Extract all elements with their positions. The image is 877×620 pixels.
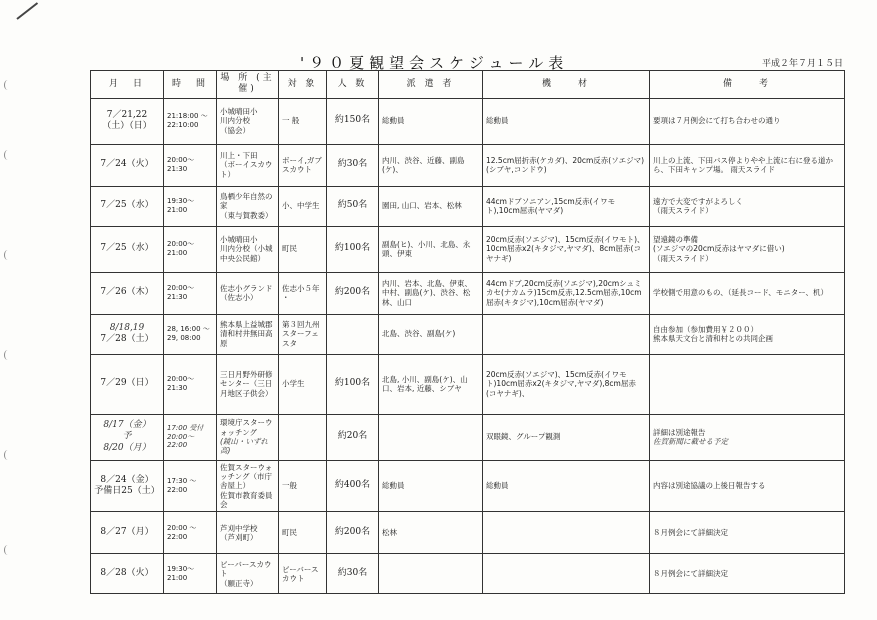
row-staff: 総動員 [379,98,483,144]
row-date: 8／24（金） 予備日25（土） [91,460,164,512]
row-time: 20:00〜21:00 [164,226,217,272]
handwritten-place-note: (鏡山・いずれ高) [220,437,268,456]
row-target: 佐志小５年 ・ [279,272,327,314]
row-notes: 要項は７月例会にて打ち合わせの通り [650,98,845,144]
table-row [91,554,845,594]
document-title: '９０夏観望会スケジュール表 [300,54,569,72]
row-staff: 副島(ヒ)、小川、北島、永頭、伊東 [379,226,483,272]
row-date: 7／25（水） [91,226,164,272]
row-time [164,414,217,460]
row-target: 第３回九州スターフェスタ [279,314,327,354]
row-target: 町民 [279,226,327,272]
issued-date: 平成２年７月１５日 [761,59,843,69]
row-place: 川上・下田 （ボーイスカウト） [217,144,279,186]
row-equipment [483,512,650,554]
row-target: ボーイ,ガブ スカウト [279,144,327,186]
row-time: 20:00〜21:30 [164,144,217,186]
row-target: 小、中学生 [279,186,327,226]
row-date [91,314,164,354]
row-date: 7／21,22 （土）（日） [91,98,164,144]
row-equipment: 12.5cm屈折赤(ケカダ)、20cm反赤(ソエジマ) (シブヤ,コンドウ) [483,144,650,186]
row-count: 約200名 [327,272,379,314]
handwritten-date-note: 8/18,19 [109,322,145,333]
row-equipment [483,314,650,354]
row-place: 芦刈中学校 （芦刈町） [217,512,279,554]
row-notes [650,354,845,414]
row-target: 小学生 [279,354,327,414]
table-row [91,98,845,144]
row-notes: ８月例会にて詳細決定 [650,512,845,554]
row-count: 約50名 [327,186,379,226]
row-target: 一般 [279,460,327,512]
row-date: 7／29（日） [91,354,164,414]
row-staff [379,554,483,594]
row-staff: 北島, 小川、副島(ケ)、山口、岩本, 近藤、シブヤ [379,354,483,414]
row-time: 19:30〜21:00 [164,554,217,594]
row-count [327,314,379,354]
table-row [91,414,845,460]
row-notes: 望遠鏡の準備 (ソエジマの20cm反赤はヤマダに借い) （雨天スライド） [650,226,845,272]
header-date: 月 日 [91,71,164,99]
header-time: 時 間 [164,71,217,99]
row-notes-text: 詳細は別途報告 [653,427,706,437]
table-header-row [91,71,845,99]
header-notes: 備 考 [650,71,845,99]
row-staff: 北島、渋谷、副島(ケ) [379,314,483,354]
row-equipment: 20cm反赤(ソエジマ)、15cm反赤(イワモト)、10cm屈赤x2(キタジマ,ヤマダ)、8cm屈赤(コヤナギ) [483,226,650,272]
row-place: ビーバースカウト （願正寺） [217,554,279,594]
row-time: 28, 16:00 〜 29, 08:00 [164,314,217,354]
row-time: 19:30〜21:00 [164,186,217,226]
row-date: 8／27（月） [91,512,164,554]
row-place: 小城晴田小 川内分校 （協会） [217,98,279,144]
row-time: 21:18:00 〜 22:10:00 [164,98,217,144]
row-notes: 自由参加（参加費用￥２００） 熊本県天文台と清和村との共同企画 [650,314,845,354]
binder-hole-mark [4,545,11,555]
row-equipment: 双眼鏡、グループ観測 [483,414,650,460]
row-target: ビーバースカウト [279,554,327,594]
row-count: 約150名 [327,98,379,144]
row-count: 約100名 [327,226,379,272]
row-count: 約100名 [327,354,379,414]
row-place: 佐賀スターウォッチング（市庁舎屋上） 佐賀市教育委員会 [217,460,279,512]
row-notes: 川上の上流、下田バス停よりやや上流に右に登る道から、下田キャンプ場。 雨天スライド [650,144,845,186]
row-date: 7／26（木） [91,272,164,314]
schedule-table [90,70,845,594]
row-time: 17:30 〜 22:00 [164,460,217,512]
row-count: 約30名 [327,144,379,186]
row-time: 20:00〜21:30 [164,354,217,414]
binder-hole-mark [4,450,11,460]
handwritten-notes: 佐賀新聞に載せる予定 [653,437,728,446]
table-row [91,272,845,314]
table-row [91,314,845,354]
row-time: 20:00 〜 22:00 [164,512,217,554]
table-row [91,354,845,414]
row-target [279,414,327,460]
row-count: 約20名 [327,414,379,460]
row-place-text: 環境庁スターウォッチング [220,418,273,437]
row-staff: 総動員 [379,460,483,512]
header-target: 対 象 [279,71,327,99]
row-notes: 内容は別途協議の上後日報告する [650,460,845,512]
table-row [91,512,845,554]
table-row [91,186,845,226]
binder-hole-mark [4,350,11,360]
binder-hole-mark [4,150,11,160]
row-place: 小城晴田小 川内分校（小城中央公民館） [217,226,279,272]
header-staff: 派 遣 者 [379,71,483,99]
row-place: 三日月野外研修センター（三日月地区子供会） [217,354,279,414]
row-time: 20:00〜21:30 [164,272,217,314]
row-count: 約30名 [327,554,379,594]
row-date: 7／25（水） [91,186,164,226]
row-notes: ８月例会にて詳細決定 [650,554,845,594]
row-equipment [483,554,650,594]
row-date: 7／24（火） [91,144,164,186]
row-staff: 園田, 山口、岩本、松林 [379,186,483,226]
row-staff: 内川、渋谷、近藤、副島(ケ)、 [379,144,483,186]
row-place: 佐志小グランド （佐志小） [217,272,279,314]
table-row [91,226,845,272]
row-date [91,414,164,460]
header-equipment: 機 材 [483,71,650,99]
header-count: 人 数 [327,71,379,99]
row-equipment: 20cm反赤(ソエジマ)、15cm反赤(イワモト)10cm屈赤x2(キタジマ,ヤマダ),8cm屈赤(コヤナギ)、 [483,354,650,414]
handwritten-date-note: 8/17（金） 予 8/20（月） [103,420,151,453]
binder-hole-mark [4,80,11,90]
row-place: 鳥栖少年自然の家 （東与賀教委） [217,186,279,226]
row-count: 約200名 [327,512,379,554]
row-date-text: 7／28（土） [100,334,154,344]
pen-stroke-mark [16,2,38,20]
table-row [91,144,845,186]
row-staff: 松林 [379,512,483,554]
row-target: 町民 [279,512,327,554]
handwritten-time-note: 17:00 受付 20:00〜 22:00 [167,423,204,450]
row-notes: 学校側で用意のもの、（延長コード、モニター、机） [650,272,845,314]
row-staff [379,414,483,460]
row-equipment: 44cmドブソニアン,15cm反赤(イワモト),10cm屈赤(ヤマダ) [483,186,650,226]
header-place: 場 所 (主催) [217,71,279,99]
row-date: 8／28（火） [91,554,164,594]
row-notes [650,414,845,460]
row-target: 一 般 [279,98,327,144]
binder-hole-mark [4,250,11,260]
row-place [217,414,279,460]
row-place: 熊本県上益城郡清和村井無田高原 [217,314,279,354]
row-count: 約400名 [327,460,379,512]
row-notes: 遠方で大変ですがよろしく （雨天スライド） [650,186,845,226]
table-row [91,460,845,512]
row-staff: 内川、岩本、北島、伊東、中村、副島(ケ)、渋谷、松林、山口 [379,272,483,314]
row-equipment: 総動員 [483,460,650,512]
row-equipment: 総動員 [483,98,650,144]
row-equipment: 44cmドブ,20cm反赤(ソエジマ),20cmシュミカセ(ナカムラ)15cm反赤,12.5cm屈赤,10cm屈赤(キタジマ),10cm屈赤(ヤマダ) [483,272,650,314]
